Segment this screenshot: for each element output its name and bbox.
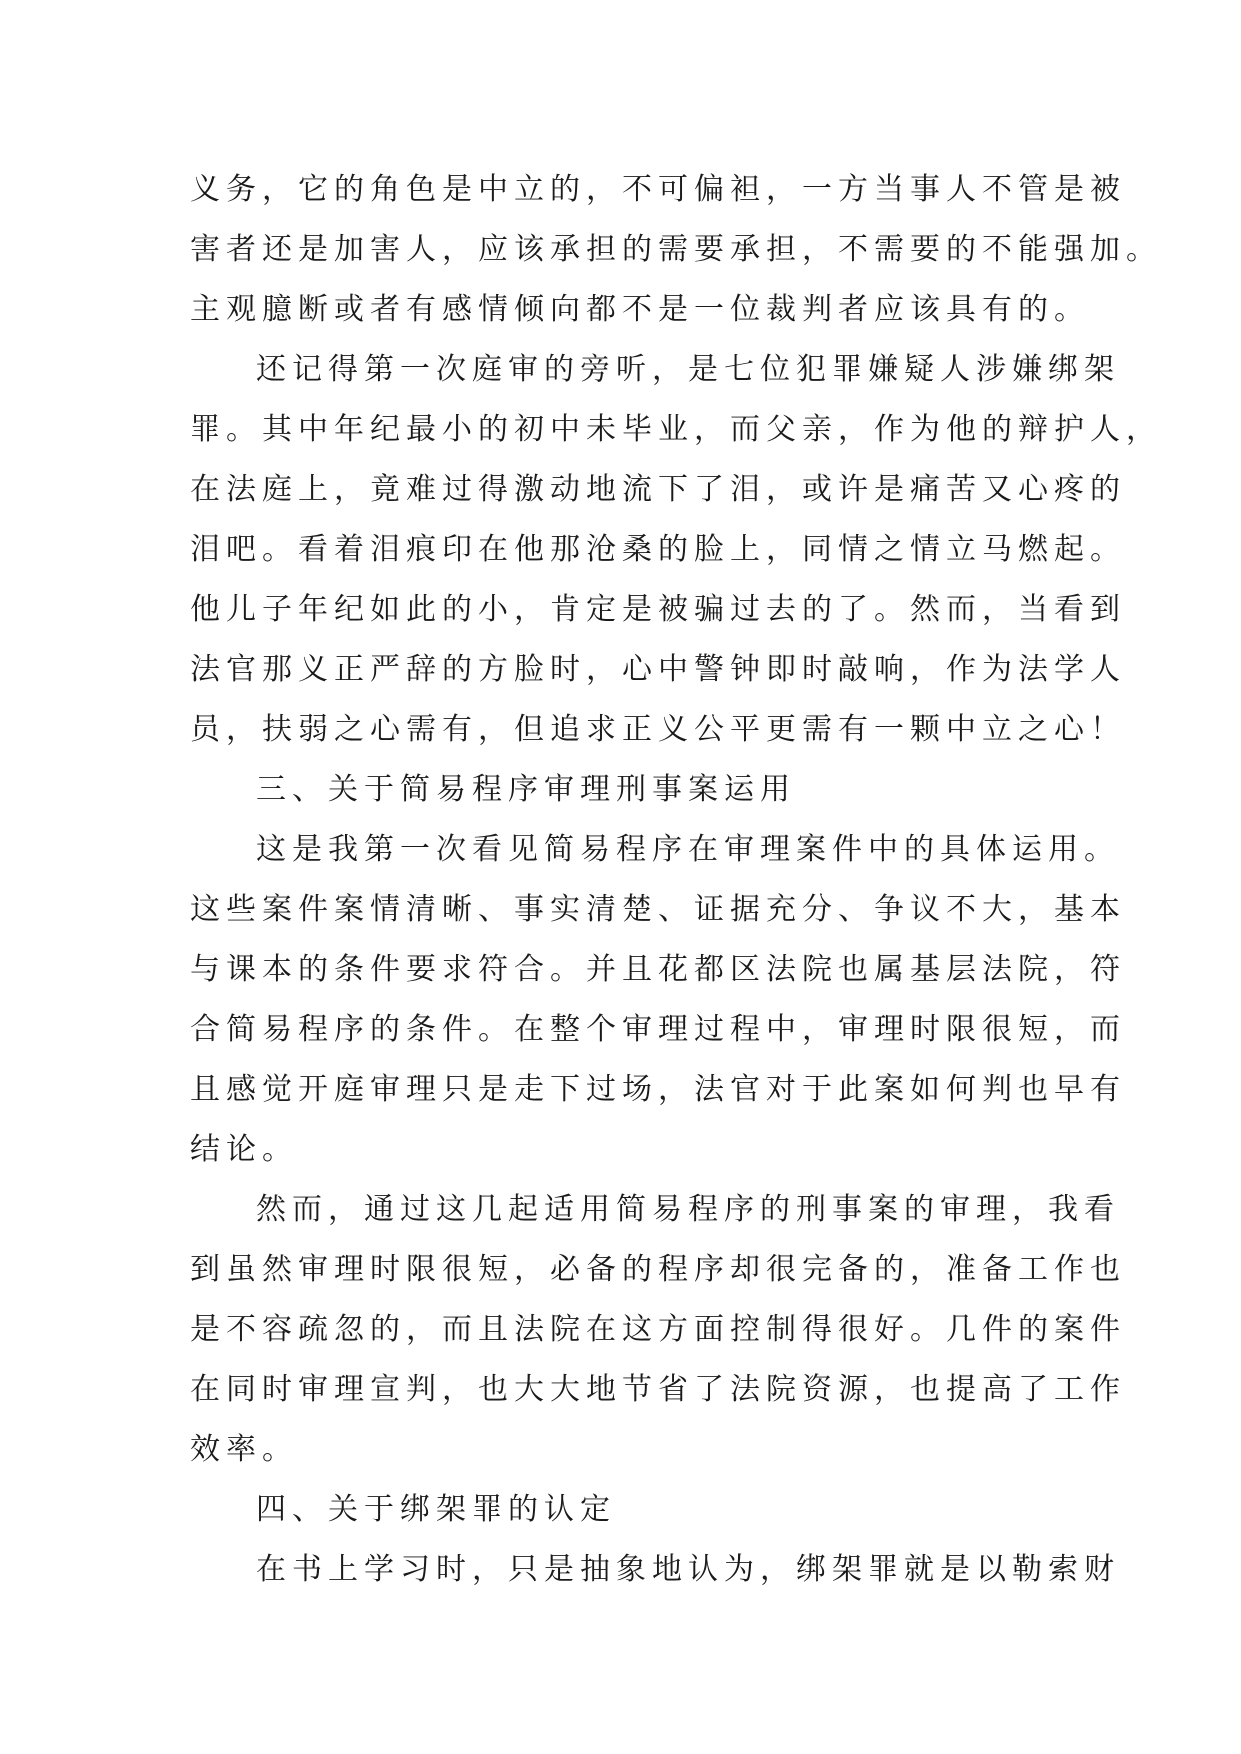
text-line: 这是我第一次看见简易程序在审理案件中的具体运用。 — [256, 832, 1120, 867]
text-line: 是不容疏忽的，而且法院在这方面控制得很好。几件的案件 — [190, 1312, 1126, 1347]
text-line: 主观臆断或者有感情倾向都不是一位裁判者应该具有的。 — [190, 292, 1090, 327]
text-line: 与课本的条件要求符合。并且花都区法院也属基层法院，符 — [190, 952, 1126, 987]
text-line: 到虽然审理时限很短，必备的程序却很完备的，准备工作也 — [190, 1252, 1126, 1287]
text-line: 效率。 — [190, 1432, 298, 1467]
text-line: 在书上学习时，只是抽象地认为，绑架罪就是以勒索财 — [256, 1552, 1120, 1587]
text-line: 然而，通过这几起适用简易程序的刑事案的审理，我看 — [256, 1192, 1120, 1227]
text-line: 合简易程序的条件。在整个审理过程中，审理时限很短，而 — [190, 1012, 1126, 1047]
text-line: 在同时审理宣判，也大大地节省了法院资源，也提高了工作 — [190, 1372, 1126, 1407]
text-line: 还记得第一次庭审的旁听，是七位犯罪嫌疑人涉嫌绑架 — [256, 352, 1120, 387]
text-line: 他儿子年纪如此的小，肯定是被骗过去的了。然而，当看到 — [190, 592, 1126, 627]
text-line: 在法庭上，竟难过得激动地流下了泪，或许是痛苦又心疼的 — [190, 472, 1126, 507]
text-line: 法官那义正严辞的方脸时，心中警钟即时敲响，作为法学人 — [190, 652, 1126, 687]
text-line: 害者还是加害人，应该承担的需要承担，不需要的不能强加。 — [190, 232, 1162, 267]
text-line: 这些案件案情清晰、事实清楚、证据充分、争议不大，基本 — [190, 892, 1126, 927]
text-line: 四、关于绑架罪的认定 — [256, 1492, 616, 1527]
text-line: 三、关于简易程序审理刑事案运用 — [256, 772, 796, 807]
body-text — [190, 160, 1162, 1600]
text-line: 义务，它的角色是中立的，不可偏袒，一方当事人不管是被 — [190, 172, 1126, 207]
text-line: 且感觉开庭审理只是走下过场，法官对于此案如何判也早有 — [190, 1072, 1126, 1107]
text-line: 员，扶弱之心需有，但追求正义公平更需有一颗中立之心！ — [190, 712, 1126, 747]
text-line: 结论。 — [190, 1132, 298, 1167]
text-line: 泪吧。看着泪痕印在他那沧桑的脸上，同情之情立马燃起。 — [190, 532, 1126, 567]
text-line: 罪。其中年纪最小的初中未毕业，而父亲，作为他的辩护人， — [190, 412, 1162, 447]
